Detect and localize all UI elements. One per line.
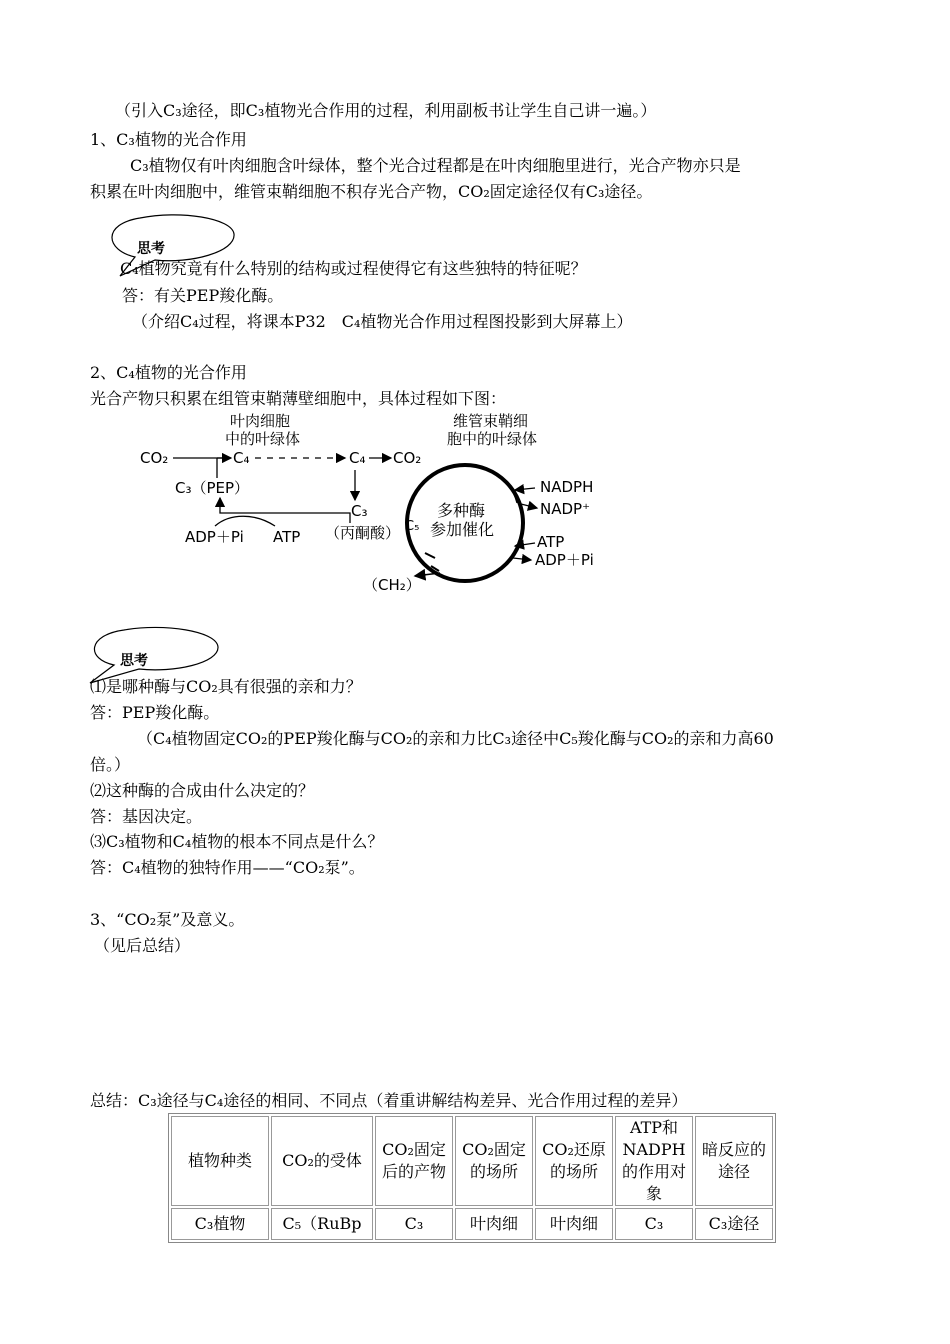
c5-label: C₅	[405, 519, 420, 534]
header-cell: CO₂还原的场所	[535, 1116, 613, 1206]
adp-pi-right-label: ADP＋Pi	[535, 551, 594, 569]
c4-pathway-diagram	[135, 408, 615, 598]
section3-note: （见后总结）	[94, 936, 191, 955]
summary-table	[168, 1113, 776, 1243]
enzyme-label-2: 参加催化	[430, 520, 495, 539]
header-cell: 植物种类	[171, 1116, 269, 1206]
think2-a1: 答：PEP羧化酶。	[90, 703, 220, 722]
table-header-row	[171, 1116, 773, 1206]
section2-text: 光合产物只积累在组管束鞘薄壁细胞中，具体过程如下图：	[90, 389, 507, 408]
think2-q3: ⑶C₃植物和C₄植物的根本不同点是什么？	[90, 832, 384, 851]
think1-answer: 答：有关PEP羧化酶。	[122, 286, 284, 305]
mesophyll-label-1: 叶肉细胞	[230, 412, 291, 430]
header-cell: CO₂固定的场所	[455, 1116, 533, 1206]
ch2o-label: （CH₂）	[363, 576, 421, 594]
header-cell: CO₂固定后的产物	[375, 1116, 453, 1206]
think-bubble-2-label: 思考	[120, 653, 148, 669]
think1-note: （介绍C₄过程，将课本P32 C₄植物光合作用过程图投影到大屏幕上）	[132, 312, 633, 331]
atp-label: ATP	[273, 528, 301, 546]
think2-note-line1: （C₄植物固定CO₂的PEP羧化酶与CO₂的亲和力比C₃途径中C₅羧化酶与CO₂的亲和力高60	[137, 729, 774, 748]
summary-title: 总结：C₃途径与C₄途径的相同、不同点（着重讲解结构差异、光合作用过程的差异）	[90, 1091, 688, 1110]
c4-right-label: C₄	[349, 449, 366, 467]
think2-q1: ⑴是哪种酶与CO₂具有很强的亲和力？	[90, 677, 362, 696]
table-row	[171, 1208, 773, 1240]
think-bubble-1-label: 思考	[137, 241, 165, 257]
co2-right-label: CO₂	[393, 449, 422, 467]
section1-paragraph-line2: 积累在叶肉细胞中，维管束鞘细胞不积存光合产物，CO₂固定途径仅有C₃途径。	[90, 182, 653, 201]
table-cell: C₃	[615, 1208, 693, 1240]
header-cell: 暗反应的途径	[695, 1116, 773, 1206]
section3-heading: 3、“CO₂泵”及意义。	[90, 910, 245, 929]
think2-a2: 答：基因决定。	[90, 807, 203, 826]
table-cell: C₃途径	[695, 1208, 773, 1240]
table-cell: 叶肉细	[535, 1208, 613, 1240]
think2-a3: 答：C₄植物的独特作用——“CO₂泵”。	[90, 858, 365, 877]
mesophyll-label-2: 中的叶绿体	[225, 430, 301, 448]
regeneration-arrow	[220, 498, 350, 523]
adp-right-arrow	[513, 558, 531, 560]
atp-adp-curve	[215, 516, 275, 526]
intro-note: （引入C₃途径，即C₃植物光合作用的过程，利用副板书让学生自己讲一遍。）	[115, 101, 657, 120]
section1-heading: 1、C₃植物的光合作用	[90, 130, 247, 149]
atp-right-label: ATP	[537, 533, 565, 551]
header-cell: CO₂的受体	[271, 1116, 373, 1206]
nadph-arrow	[515, 488, 535, 490]
enzyme-label-1: 多种酶	[437, 501, 486, 520]
nadph-label: NADPH	[540, 478, 594, 496]
table-cell: C₃	[375, 1208, 453, 1240]
c3-pyruvate-label: C₃	[351, 502, 368, 520]
header-cell: ATP和NADPH的作用对象	[615, 1116, 693, 1206]
co2-left-label: CO₂	[140, 449, 169, 467]
think1-question: C₄植物究竟有什么特别的结构或过程使得它有这些独特的特征呢？	[120, 259, 587, 278]
section1-paragraph-line1: C₃植物仅有叶肉细胞含叶绿体，整个光合过程都是在叶肉细胞里进行，光合产物亦只是	[130, 156, 741, 175]
pyruvate-label: （丙酮酸）	[325, 524, 401, 542]
sheath-label-2: 胞中的叶绿体	[447, 430, 538, 448]
section2-heading: 2、C₄植物的光合作用	[90, 363, 247, 382]
think2-note-line2: 倍。）	[90, 755, 131, 774]
c4-left-label: C₄	[233, 449, 250, 467]
adp-pi-label: ADP＋Pi	[185, 528, 244, 546]
nadp-arrow	[521, 504, 537, 508]
c3-pep-label: C₃（PEP）	[175, 479, 250, 497]
table-cell: C₅（RuBp	[271, 1208, 373, 1240]
table-cell: C₃植物	[171, 1208, 269, 1240]
nadp-label: NADP⁺	[540, 500, 590, 518]
table-cell: 叶肉细	[455, 1208, 533, 1240]
think2-q2: ⑵这种酶的合成由什么决定的？	[90, 781, 315, 800]
sheath-label-1: 维管束鞘细	[453, 412, 529, 430]
